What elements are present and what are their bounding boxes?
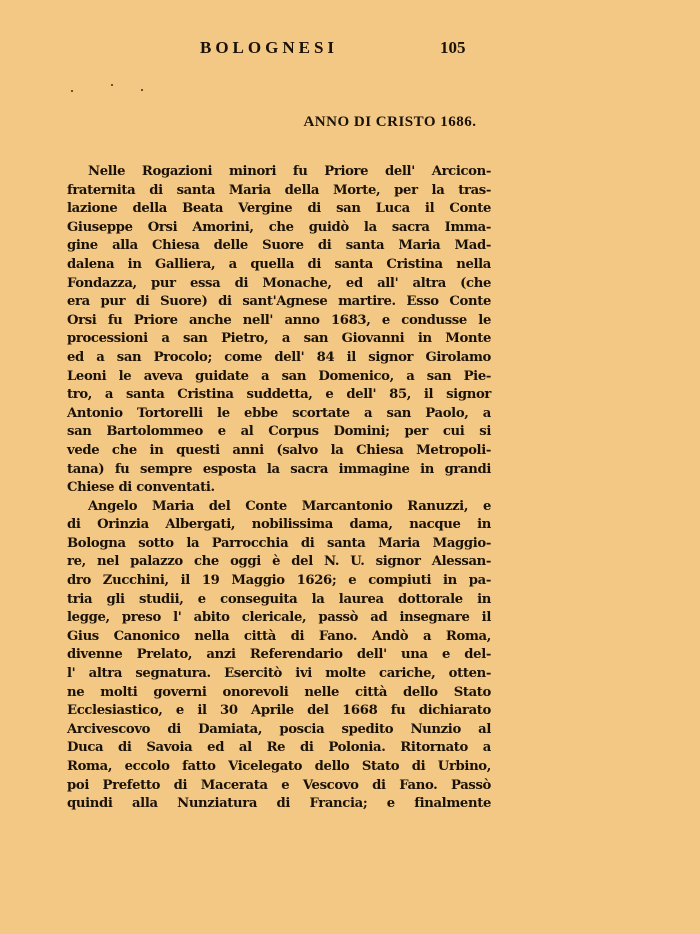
text-line: legge, preso l' abito clericale, passò ad insegnare il [67, 610, 491, 626]
page-number: 105 [440, 38, 466, 57]
paragraph-first-line: Angelo Maria del Conte Marcantonio Ranuzzi, e [88, 498, 491, 514]
section-heading-text: ANNO DI CRISTO 1686. [303, 114, 477, 130]
text-line: Antonio Tortorelli le ebbe scortate a san Paolo, a [67, 405, 491, 421]
print-speck [111, 84, 113, 86]
text-line: ne molti governi onorevoli nelle città dello Stato [67, 684, 491, 700]
text-line: divenne Prelato, anzi Referendario dell' una e del- [67, 647, 491, 663]
text-line: Giuseppe Orsi Amorini, che guidò la sacra Imma- [67, 219, 491, 235]
text-line: Duca di Savoia ed al Re di Polonia. Ritornato a [67, 740, 491, 756]
text-line: Leoni le aveva guidate a san Domenico, a san Pie- [67, 368, 491, 384]
text-line: vede che in questi anni (salvo la Chiesa Metropoli- [67, 442, 491, 458]
print-speck [141, 89, 143, 91]
text-line: Bologna sotto la Parrocchia di santa Maria Maggio- [67, 535, 491, 551]
text-line: dalena in Galliera, a quella di santa Cristina nella [67, 256, 491, 272]
section-heading [0, 114, 560, 131]
text-line: ed a san Procolo; come dell' 84 il signor Girolamo [67, 349, 491, 365]
text-line: dro Zucchini, il 19 Maggio 1626; e compiuti in pa- [67, 573, 491, 589]
text-line: Gius Canonico nella città di Fano. Andò a Roma, [67, 628, 491, 644]
running-head [0, 38, 700, 62]
paragraph-first-line: Nelle Rogazioni minori fu Priore dell' Arcicon- [88, 164, 491, 179]
text-line: processioni a san Pietro, a san Giovanni in Monte [67, 331, 491, 347]
text-line: l' altra segnatura. Esercitò ivi molte cariche, otten- [67, 666, 491, 682]
text-line: poi Prefetto di Macerata e Vescovo di Fano. Passò [67, 777, 491, 793]
text-line: Arcivescovo di Damiata, poscia spedito Nunzio al [67, 721, 491, 737]
text-line: tana) fu sempre esposta la sacra immagine in grandi [67, 461, 491, 477]
text-line: Fondazza, pur essa di Monache, ed all' altra (che [67, 275, 491, 291]
text-line: re, nel palazzo che oggi è del N. U. signor Alessan- [67, 554, 491, 570]
print-speck [71, 90, 73, 92]
running-title: BOLOGNESI [200, 38, 339, 57]
text-line: Orsi fu Priore anche nell' anno 1683, e condusse le [67, 312, 491, 328]
body-text [67, 163, 491, 814]
text-line: san Bartolommeo e al Corpus Domini; per cui si [67, 424, 491, 440]
text-line: Chiese di conventati. [67, 480, 215, 496]
text-line: fraternita di santa Maria della Morte, per la tras- [67, 182, 491, 198]
text-line: tro, a santa Cristina suddetta, e dell' 85, il signor [67, 387, 491, 403]
text-line: gine alla Chiesa delle Suore di santa Maria Mad- [67, 238, 491, 254]
text-line: Roma, eccolo fatto Vicelegato dello Stato di Urbino, [67, 759, 491, 774]
text-line: quindi alla Nunziatura di Francia; e finalmente [67, 796, 491, 812]
text-line: tria gli studii, e conseguita la laurea dottorale in [67, 591, 491, 607]
text-line: lazione della Beata Vergine di san Luca il Conte [67, 201, 491, 217]
text-line: era pur di Suore) di sant'Agnese martire. Esso Conte [67, 294, 491, 310]
text-line: di Orinzia Albergati, nobilissima dama, nacque in [67, 517, 491, 533]
text-line: Ecclesiastico, e il 30 Aprile del 1668 fu dichiarato [67, 703, 491, 719]
